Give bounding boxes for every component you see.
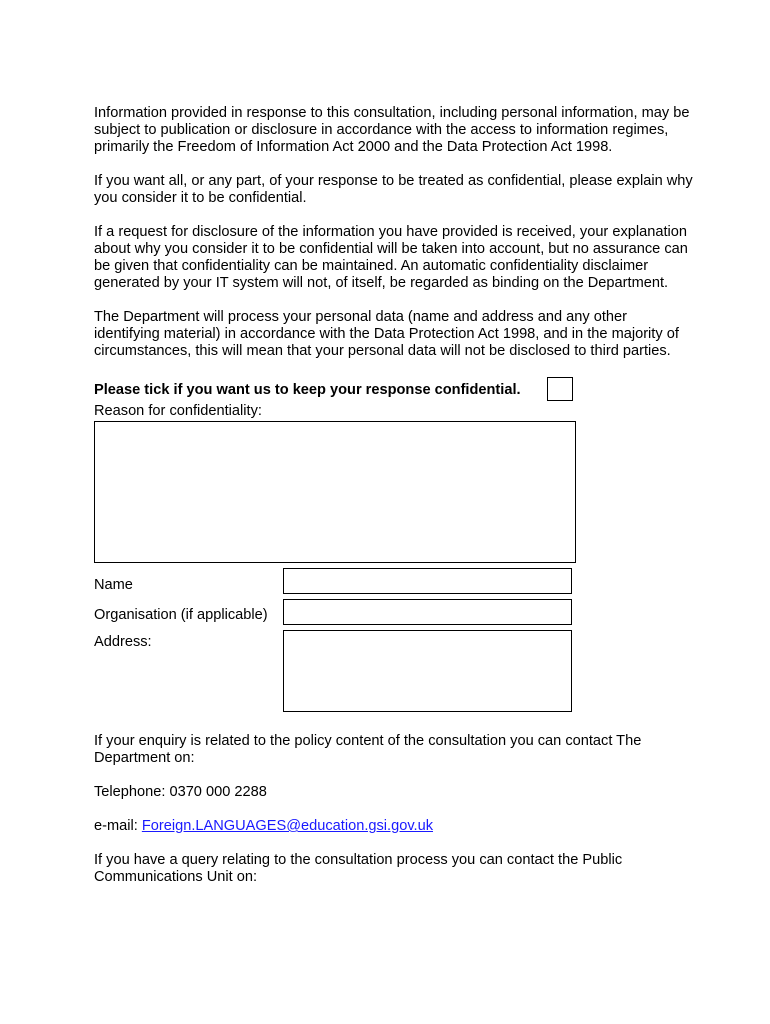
policy-contact-paragraph: If your enquiry is related to the policy content of the consultation you can contact The Department on: <box>94 733 642 766</box>
email-prefix: e-mail: <box>94 818 142 834</box>
process-contact-paragraph: If you have a query relating to the consultation process you can contact the Public Communications Unit on: <box>94 852 623 885</box>
name-label: Name <box>94 577 133 593</box>
confidential-checkbox[interactable] <box>547 377 573 401</box>
confidential-tick-label: Please tick if you want us to keep your response confidential. <box>94 382 521 398</box>
address-row <box>94 630 694 712</box>
address-textarea[interactable] <box>283 630 572 712</box>
telephone-line: Telephone: 0370 000 2288 <box>94 784 267 800</box>
email-link[interactable]: Foreign.LANGUAGES@education.gsi.gov.uk <box>141 818 433 834</box>
email-line <box>94 818 694 835</box>
confidential-tick-row <box>94 377 694 403</box>
foi-paragraph: Information provided in response to this consultation, including personal information, may be subject to publication or disclosure in accordance with the access to information regimes, primarily the Freedom of Information Act 2000 and the Data Protection Act 1998. <box>94 105 690 155</box>
organisation-input[interactable] <box>283 599 572 625</box>
organisation-label: Organisation (if applicable) <box>94 607 268 623</box>
name-row <box>94 568 694 598</box>
name-input[interactable] <box>283 568 572 594</box>
data-protection-paragraph: The Department will process your personal data (name and address and any other identifying material) in accordance with the Data Protection Act 1998, and in the majority of circumstances, this will mean that your personal data will not be disclosed to third parties. <box>94 309 679 359</box>
document-body <box>94 105 694 903</box>
organisation-row <box>94 598 694 628</box>
reason-textarea[interactable] <box>94 421 576 563</box>
reason-label: Reason for confidentiality: <box>94 403 262 419</box>
address-label: Address: <box>94 634 152 650</box>
disclosure-paragraph: If a request for disclosure of the information you have provided is received, your explanation about why you consider it to be confidential will be taken into account, but no assurance can be given that confidentiality can be maintained. An automatic confidentiality disclaimer generated by your IT system will not, of itself, be regarded as binding on the Department. <box>94 224 688 291</box>
confidential-request-paragraph: If you want all, or any part, of your response to be treated as confidential, please explain why you consider it to be confidential. <box>94 173 693 206</box>
